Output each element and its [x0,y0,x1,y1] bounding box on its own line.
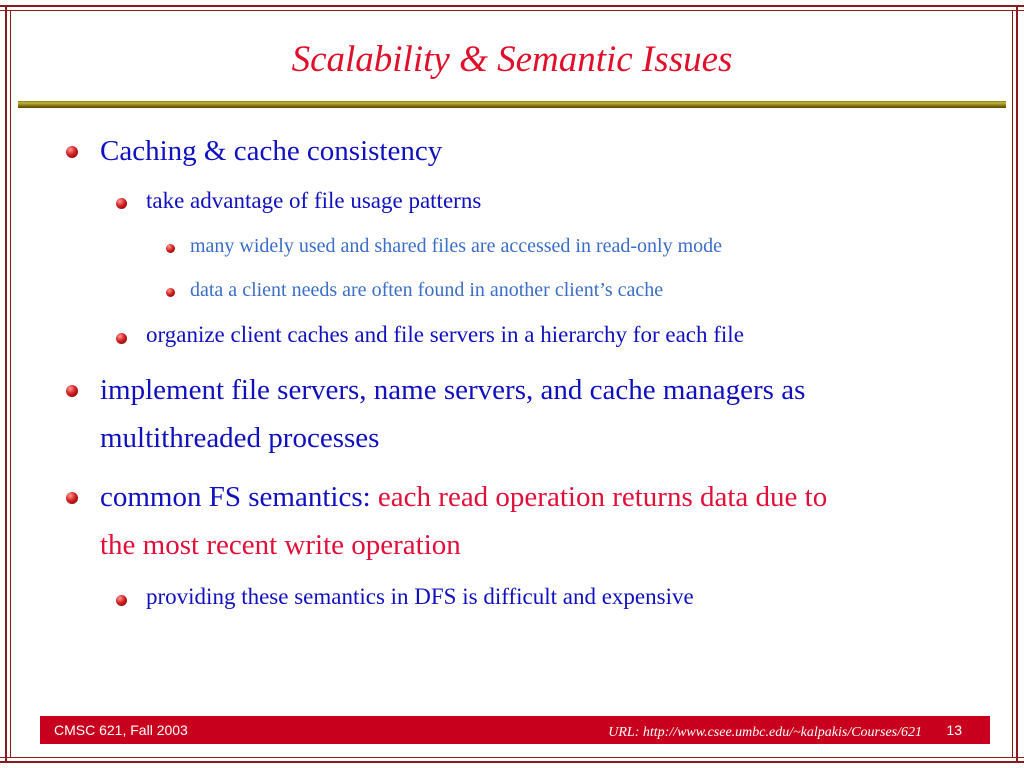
page-number: 13 [946,722,962,738]
footer-url: URL: http://www.csee.umbc.edu/~kalpakis/Courses/621 [608,725,922,740]
bullet-caching: Caching & cache consistency [100,135,443,167]
slide-title: Scalability & Semantic Issues [291,39,733,80]
bullet-multithreaded [100,366,805,462]
top-frame-line-outer [0,5,1024,7]
title-underline [18,101,1006,108]
bullet-icon [166,244,175,253]
bullet-icon [66,385,78,397]
footer-bar [40,716,990,744]
fs-semantics-highlight-line1: each read operation returns data due to [377,481,828,513]
bullet-icon [116,198,127,209]
left-frame-line [5,5,7,763]
bullet-dfs-expensive: providing these semantics in DFS is difficult and expensive [146,584,694,609]
bullet-icon [166,288,175,297]
bullet-icon [66,492,78,504]
right-frame-line [1016,5,1018,763]
bottom-frame-line-outer [0,761,1024,763]
bullet-read-only: many widely used and shared files are accessed in read-only mode [190,235,723,257]
bottom-frame-line-inner [0,757,1024,758]
bullet-multithreaded-line2: multithreaded processes [100,422,380,454]
bullet-client-cache: data a client needs are often found in another client’s cache [190,279,664,301]
right-frame-line-inner [1012,10,1013,758]
bullet-hierarchy: organize client caches and file servers in a hierarchy for each file [146,322,744,347]
fs-semantics-prefix: common FS semantics: [100,481,378,513]
bullet-icon [116,333,127,344]
fs-semantics-highlight-line2: the most recent write operation [100,529,461,561]
bullet-icon [66,146,78,158]
footer-course: CMSC 621, Fall 2003 [54,722,188,738]
left-frame-line-inner [10,10,11,758]
bullet-multithreaded-line1: implement file servers, name servers, and cache managers as [100,374,806,406]
bullet-fs-semantics [100,473,827,569]
bullet-usage-patterns: take advantage of file usage patterns [146,188,482,213]
bullet-icon [116,595,127,606]
top-frame-line-inner [0,10,1024,11]
